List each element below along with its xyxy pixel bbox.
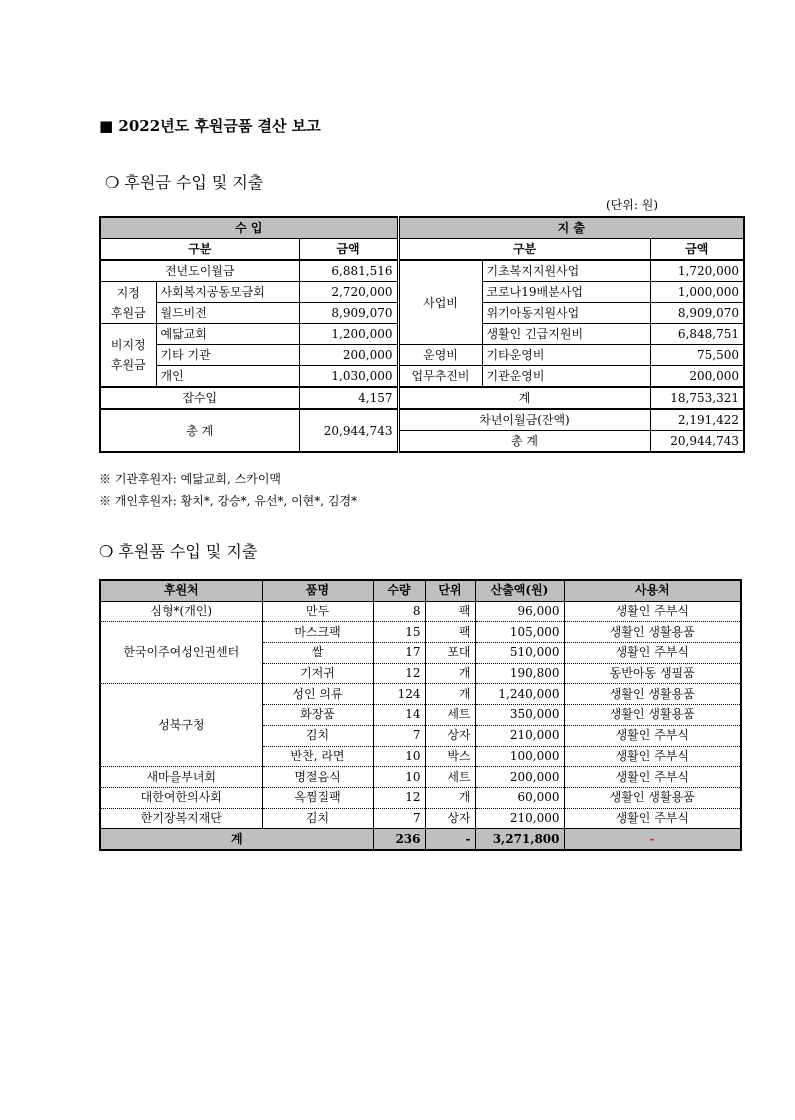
carryover-amount: 6,881,516 [299,260,398,282]
misc-income-amount: 4,157 [299,387,398,409]
unit-cell: 세트 [425,705,475,726]
promotion-amount: 200,000 [650,366,744,388]
unit-cell: 상자 [425,725,475,746]
table-row [100,601,741,622]
amount-cell: 1,240,000 [475,684,564,705]
item-cell: 쌀 [262,643,373,664]
qty-cell: 8 [373,601,425,622]
table-row [100,787,741,808]
unit-cell: 박스 [425,746,475,767]
nondesignated-item: 예닯교회 [156,324,299,345]
amount-cell: 96,000 [475,601,564,622]
item-cell: 반찬, 라면 [262,746,373,767]
promotion-label: 업무추진비 [398,366,482,388]
unit-cell: 팩 [425,622,475,643]
carryover-label: 전년도이월금 [100,260,299,282]
business-amount: 6,848,751 [650,324,744,345]
qty-cell: 7 [373,808,425,829]
carryforward-amount: 2,191,422 [650,409,744,431]
donor-cell: 성북구청 [100,684,262,767]
col-unit: 단위 [425,580,475,601]
use-cell: 생활인 주부식 [564,808,741,829]
total-qty: 236 [373,829,425,850]
designated-amount: 2,720,000 [299,282,398,303]
business-label: 사업비 [398,260,482,345]
nondesignated-amount: 1,030,000 [299,366,398,388]
nondesignated-amount: 1,200,000 [299,324,398,345]
table-row [100,808,741,829]
designated-label-line1: 지정 [116,285,140,300]
expense-total-amount: 20,944,743 [650,431,744,453]
operation-item: 기타운영비 [482,345,650,366]
item-cell: 옥찜질팩 [262,787,373,808]
qty-cell: 10 [373,767,425,788]
qty-cell: 124 [373,684,425,705]
table-row [100,684,741,705]
nondesignated-amount: 200,000 [299,345,398,366]
expense-header: 지 출 [398,217,744,239]
amount-cell: 210,000 [475,808,564,829]
promotion-item: 기관운영비 [482,366,650,388]
unit-cell: 개 [425,684,475,705]
page-title: ■ 2022년도 후원금품 결산 보고 [99,117,321,135]
use-cell: 생활인 주부식 [564,767,741,788]
qty-cell: 12 [373,663,425,684]
operation-label: 운영비 [398,345,482,366]
income-total-amount: 20,944,743 [299,409,398,452]
amount-cell: 190,800 [475,663,564,684]
total-label: 계 [100,829,373,850]
qty-cell: 10 [373,746,425,767]
unit-cell: 세트 [425,767,475,788]
nondesignated-item: 개인 [156,366,299,388]
cash-table [99,216,745,453]
amount-cell: 100,000 [475,746,564,767]
unit-cell: 상자 [425,808,475,829]
use-cell: 생활인 생활용품 [564,684,741,705]
item-cell: 마스크팩 [262,622,373,643]
expense-total-label: 총 계 [398,431,650,453]
use-cell: 생활인 생활용품 [564,622,741,643]
donor-cell: 심형*(개인) [100,601,262,622]
designated-item: 사회복지공동모금회 [156,282,299,303]
unit-cell: 팩 [425,601,475,622]
item-cell: 기저귀 [262,663,373,684]
nondesignated-label-line1: 비지정 [110,338,146,352]
amount-cell: 60,000 [475,787,564,808]
expense-subtotal-amount: 18,753,321 [650,387,744,409]
business-item: 위기아동지원사업 [482,303,650,324]
item-cell: 명절음식 [262,767,373,788]
item-cell: 성인 의류 [262,684,373,705]
donor-cell: 한국이주여성인권센터 [100,622,262,684]
amount-cell: 350,000 [475,705,564,726]
carryforward-label: 차년이월금(잔액) [398,409,650,431]
item-cell: 만두 [262,601,373,622]
qty-cell: 15 [373,622,425,643]
use-cell: 동반아동 생필품 [564,663,741,684]
section-title-goods: ❍ 후원품 수입 및 지출 [99,542,258,561]
business-amount: 1,720,000 [650,260,744,282]
designated-amount: 8,909,070 [299,303,398,324]
donor-cell: 새마을부녀회 [100,767,262,788]
donor-cell: 한기장복지재단 [100,808,262,829]
business-item: 생활인 긴급지원비 [482,324,650,345]
goods-table [99,579,742,851]
item-cell: 김치 [262,808,373,829]
total-unit: - [425,829,475,850]
qty-cell: 17 [373,643,425,664]
note-individual-donors: ※ 개인후원자: 황치*, 강승*, 유선*, 이현*, 김경* [99,494,358,508]
qty-cell: 14 [373,705,425,726]
business-item: 코로나19배분사업 [482,282,650,303]
item-cell: 김치 [262,725,373,746]
col-item: 품명 [262,580,373,601]
unit-label: (단위: 원) [606,198,658,212]
nondesignated-label [100,324,156,388]
note-institutional-donors: ※ 기관후원자: 예닮교회, 스카이맥 [99,472,281,486]
total-amount: 3,271,800 [475,829,564,850]
operation-amount: 75,500 [650,345,744,366]
use-cell: 생활인 주부식 [564,643,741,664]
total-row [100,829,741,850]
expense-col-category: 구분 [398,239,650,261]
unit-cell: 개 [425,787,475,808]
col-use: 사용처 [564,580,741,601]
use-cell: 생활인 주부식 [564,725,741,746]
business-amount: 1,000,000 [650,282,744,303]
use-cell: 생활인 주부식 [564,601,741,622]
donor-cell: 대한여한의사회 [100,787,262,808]
nondesignated-item: 기타 기관 [156,345,299,366]
expense-subtotal-label: 계 [398,387,650,409]
section-title-cash: ❍ 후원금 수입 및 지출 [105,173,264,192]
total-use: - [564,829,741,850]
qty-cell: 7 [373,725,425,746]
qty-cell: 12 [373,787,425,808]
col-qty: 수량 [373,580,425,601]
amount-cell: 510,000 [475,643,564,664]
income-header: 수 입 [100,217,398,239]
use-cell: 생활인 생활용품 [564,705,741,726]
use-cell: 생활인 주부식 [564,746,741,767]
amount-cell: 105,000 [475,622,564,643]
misc-income-label: 잡수입 [100,387,299,409]
income-col-category: 구분 [100,239,299,261]
designated-label [100,282,156,324]
designated-label-line2: 후원금 [110,305,146,320]
business-item: 기초복지지원사업 [482,260,650,282]
income-col-amount: 금액 [299,239,398,261]
unit-cell: 포대 [425,643,475,664]
expense-col-amount: 금액 [650,239,744,261]
income-total-label: 총 계 [100,409,299,452]
designated-item: 월드비전 [156,303,299,324]
table-row [100,767,741,788]
business-amount: 8,909,070 [650,303,744,324]
nondesignated-label-line2: 후원금 [110,358,146,372]
use-cell: 생활인 생활용품 [564,787,741,808]
table-row [100,622,741,643]
col-donor: 후원처 [100,580,262,601]
item-cell: 화장품 [262,705,373,726]
col-amount: 산출액(원) [475,580,564,601]
unit-cell: 개 [425,663,475,684]
amount-cell: 210,000 [475,725,564,746]
amount-cell: 200,000 [475,767,564,788]
